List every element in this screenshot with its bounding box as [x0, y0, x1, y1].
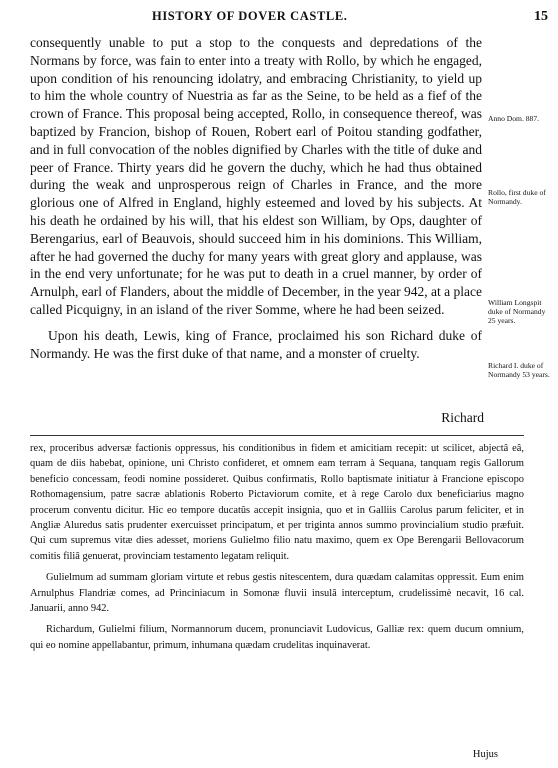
footnote-catchword: Hujus: [472, 749, 498, 760]
page-number: 15: [534, 9, 548, 24]
margin-note-william: William Longspit duke of Normandy 25 years.: [488, 298, 546, 326]
running-head: [0, 9, 558, 27]
main-paragraph: consequently unable to put a stop to the conquests and depredations of the Normans by force, was fain to enter into a treaty with Rollo, by which he engaged, upon condition of his renouncing idolatry, and embracing Christianity, to yield up to him the whole country of Nuestria as far as the Seine, to be held as a fief of the crown of France. This proposal being accepted, Rollo, in consequence thereof, was baptized by Francion, bishop of Rouen, Robert earl of Poitou standing godfather, and in full convocation of the nobles dignified by Charles with the title of duke and peer of France. Thirty years did he govern the duchy, which he had thus obtained during the weak and unprosperous reign of Charles in France, and the more glorious one of Alfred in England, highly esteemed and loved by his subjects. At his death he ordained by his will, that his eldest son William, by Ops, daughter of Berengarius, earl of Beauvois, should succeed him in his dominions. This William, after he had governed the duchy for many years with great glory and applause, was in the end very unfortunate; for he was put to death in a cruel manner, by order of Arnulph, earl of Flanders, about the middle of December, in the year 942, at a place called Picquigny, in an island of the river Somme, where he had been seized.: [30, 35, 482, 317]
footnotes: [30, 441, 524, 653]
margin-note-rollo: Rollo, first duke of Normandy.: [488, 188, 546, 207]
footnote-paragraph: Richardum, Gulielmi filium, Normannorum ducem, pronunciavit Ludovicus, Galliæ rex: quem ducum omnium, qui eo nomine appellabantur, primum, inhumana quædam crudelitas inquinaverat.: [30, 624, 524, 651]
catchword: Richard: [441, 410, 484, 425]
margin-note-richard: Richard I. duke of Normandy 53 years.: [488, 361, 550, 380]
main-paragraph: Upon his death, Lewis, king of France, proclaimed his son Richard duke of Normandy. He was the first duke of that name, and a monster of cruelty.: [30, 327, 482, 361]
running-title: HISTORY OF DOVER CASTLE.: [152, 9, 348, 23]
margin-note-anno-dom: Anno Dom. 887.: [488, 114, 540, 123]
main-text: [30, 34, 482, 362]
footnote-divider: [30, 435, 524, 436]
footnote-paragraph: rex, proceribus adversæ factionis oppressus, his conditionibus in fidem et amicitiam recepit: ut scilicet, abjectâ eâ, quam de diis habebat, opinione, uni Christo confideret, et omnem eam terram à Sequana, tanquam regis Gallorum beneficio concessam, feodi nomine possideret. Quibus confirmatis, Rollo baptismate initiatur à Francione episcopo Rothomagensium, patre sacræ ablationis Roberto Pictaviorum comite, et à rege Carolo dux beneficiarius magno procerum conventu dicitur. Hic eo tempore ducatûs accepit insignia, quo et in Galliis Carolus parum feliciter, et in Angliæ Aluredus satis prudenter exercuisset principatum, et per triginta annos summo provincialium studio præfuit. Qui cum supremus vitæ dies adesset, moriens Gulielmo filio natu maximo, quem ex Ope Berengarii Bellovacorum comitis filiâ genuerat, provinciam testamento legatam reliquit.: [30, 443, 524, 562]
footnote-paragraph: Gulielmum ad summam gloriam virtute et rebus gestis nitescentem, dura quædam calamitas oppressit. Eum enim Arnulphus Flandriæ comes, ad Princiniacum in Somonæ fluvii insulâ interceptum, crudelissimè necavit, 16 cal. Januarii, anno 942.: [30, 572, 524, 615]
